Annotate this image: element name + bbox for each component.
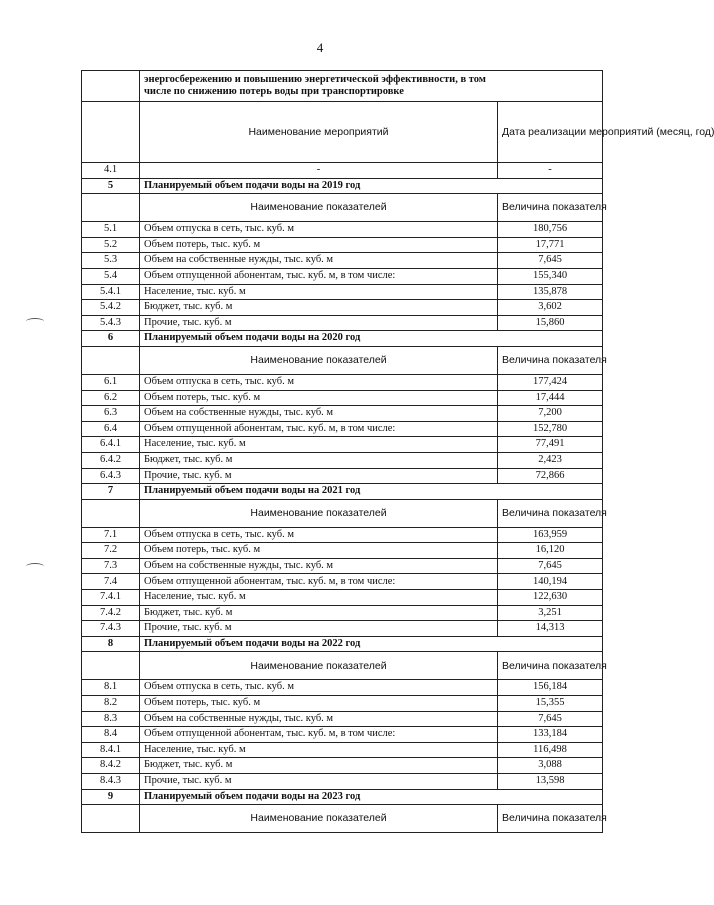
table-row bbox=[82, 284, 603, 300]
row-value: 7,645 bbox=[498, 711, 603, 727]
row-name: Население, тыс. куб. м bbox=[140, 437, 498, 453]
row-number: 7.4 bbox=[82, 574, 140, 590]
section-title-row bbox=[82, 789, 603, 805]
value-column-header: Величина показателя bbox=[498, 194, 603, 222]
row-number: 7.1 bbox=[82, 527, 140, 543]
row-number: 5.1 bbox=[82, 222, 140, 238]
row-name: Прочие, тыс. куб. м bbox=[140, 315, 498, 331]
row-value: 13,598 bbox=[498, 774, 603, 790]
row-name: - bbox=[140, 163, 498, 179]
table-row bbox=[82, 574, 603, 590]
row-name: Объем отпуска в сеть, тыс. куб. м bbox=[140, 680, 498, 696]
table-row bbox=[82, 711, 603, 727]
row-value: 3,088 bbox=[498, 758, 603, 774]
row-name: Прочие, тыс. куб. м bbox=[140, 774, 498, 790]
table-body bbox=[82, 71, 714, 833]
indicators-column-header: Наименование показателей bbox=[140, 499, 498, 527]
row-number: 8.4.1 bbox=[82, 742, 140, 758]
row-name: Объем потерь, тыс. куб. м bbox=[140, 237, 498, 253]
table-row bbox=[82, 163, 603, 179]
table-row bbox=[82, 558, 603, 574]
table-row bbox=[82, 543, 603, 559]
cell-empty bbox=[82, 346, 140, 374]
row-number: 5.4.1 bbox=[82, 284, 140, 300]
row-value: 16,120 bbox=[498, 543, 603, 559]
row-number: 7.2 bbox=[82, 543, 140, 559]
indicators-column-header: Наименование показателей bbox=[140, 194, 498, 222]
row-number: 7.4.1 bbox=[82, 590, 140, 606]
row-value: 163,959 bbox=[498, 527, 603, 543]
table-row bbox=[82, 300, 603, 316]
row-name: Объем на собственные нужды, тыс. куб. м bbox=[140, 558, 498, 574]
row-name: Объем потерь, тыс. куб. м bbox=[140, 543, 498, 559]
row-name: Объем отпуска в сеть, тыс. куб. м bbox=[140, 374, 498, 390]
table-row bbox=[82, 727, 603, 743]
row-name: Прочие, тыс. куб. м bbox=[140, 621, 498, 637]
table-row bbox=[82, 590, 603, 606]
row-number: 5.4 bbox=[82, 268, 140, 284]
row-name: Объем отпущенной абонентам, тыс. куб. м, в том числе: bbox=[140, 421, 498, 437]
table-row bbox=[82, 406, 603, 422]
row-number: 8.4 bbox=[82, 727, 140, 743]
row-value: 133,184 bbox=[498, 727, 603, 743]
table-row bbox=[82, 742, 603, 758]
row-value: 122,630 bbox=[498, 590, 603, 606]
row-number: 8.3 bbox=[82, 711, 140, 727]
row-name: Объем потерь, тыс. куб. м bbox=[140, 390, 498, 406]
row-value: 3,602 bbox=[498, 300, 603, 316]
row-number: 6.4.1 bbox=[82, 437, 140, 453]
cell-empty bbox=[82, 102, 140, 163]
row-number: 6.1 bbox=[82, 374, 140, 390]
table-row bbox=[82, 253, 603, 269]
measures-column-header: Наименование мероприятий bbox=[140, 102, 498, 163]
row-value: 140,194 bbox=[498, 574, 603, 590]
row-value: 14,313 bbox=[498, 621, 603, 637]
row-number: 5.2 bbox=[82, 237, 140, 253]
row-name: Объем отпущенной абонентам, тыс. куб. м, в том числе: bbox=[140, 268, 498, 284]
section-4-title-row bbox=[82, 71, 603, 102]
cell-empty bbox=[82, 499, 140, 527]
row-number: 6.4.3 bbox=[82, 468, 140, 484]
section-number: 6 bbox=[82, 331, 140, 347]
table-row bbox=[82, 680, 603, 696]
row-value: 2,423 bbox=[498, 452, 603, 468]
row-value: 116,498 bbox=[498, 742, 603, 758]
table-row bbox=[82, 390, 603, 406]
section-header-row bbox=[82, 652, 603, 680]
table-row bbox=[82, 774, 603, 790]
row-value: 135,878 bbox=[498, 284, 603, 300]
table-row bbox=[82, 237, 603, 253]
row-value: 152,780 bbox=[498, 421, 603, 437]
row-number: 8.4.2 bbox=[82, 758, 140, 774]
row-name: Бюджет, тыс. куб. м bbox=[140, 452, 498, 468]
section-title-row bbox=[82, 331, 603, 347]
row-value: 155,340 bbox=[498, 268, 603, 284]
indicators-column-header: Наименование показателей bbox=[140, 652, 498, 680]
row-number: 8.2 bbox=[82, 696, 140, 712]
row-number: 6.2 bbox=[82, 390, 140, 406]
row-name: Бюджет, тыс. куб. м bbox=[140, 605, 498, 621]
table-row bbox=[82, 421, 603, 437]
row-name: Объем отпуска в сеть, тыс. куб. м bbox=[140, 527, 498, 543]
section-header-row bbox=[82, 499, 603, 527]
row-value: 3,251 bbox=[498, 605, 603, 621]
row-number: 5.3 bbox=[82, 253, 140, 269]
section-title-row bbox=[82, 636, 603, 652]
row-value: 177,424 bbox=[498, 374, 603, 390]
row-name: Объем на собственные нужды, тыс. куб. м bbox=[140, 711, 498, 727]
table-row bbox=[82, 758, 603, 774]
row-number: 8.1 bbox=[82, 680, 140, 696]
row-name: Бюджет, тыс. куб. м bbox=[140, 758, 498, 774]
indicators-column-header: Наименование показателей bbox=[140, 346, 498, 374]
date-column-header: Дата реализации мероприятий (месяц, год) bbox=[498, 102, 603, 163]
table-row bbox=[82, 527, 603, 543]
section-4-title-line1: энергосбережению и повышению энергетической эффективности, в том bbox=[144, 73, 486, 85]
row-number: 5.4.2 bbox=[82, 300, 140, 316]
table-row bbox=[82, 374, 603, 390]
value-column-header: Величина показателя bbox=[498, 652, 603, 680]
table-row bbox=[82, 437, 603, 453]
margin-mark bbox=[26, 318, 44, 325]
row-name: Объем на собственные нужды, тыс. куб. м bbox=[140, 253, 498, 269]
row-value: 7,645 bbox=[498, 558, 603, 574]
row-name: Объем отпущенной абонентам, тыс. куб. м, в том числе: bbox=[140, 727, 498, 743]
row-value: - bbox=[498, 163, 603, 179]
row-value: 7,645 bbox=[498, 253, 603, 269]
row-value: 15,355 bbox=[498, 696, 603, 712]
water-supply-table bbox=[81, 70, 714, 833]
value-column-header: Величина показателя bbox=[498, 499, 603, 527]
row-value: 15,860 bbox=[498, 315, 603, 331]
margin-mark bbox=[26, 563, 44, 570]
section-title: Планируемый объем подачи воды на 2022 год bbox=[140, 636, 603, 652]
section-title-row bbox=[82, 178, 603, 194]
row-number: 8.4.3 bbox=[82, 774, 140, 790]
row-name: Объем отпуска в сеть, тыс. куб. м bbox=[140, 222, 498, 238]
section-title-row bbox=[82, 484, 603, 500]
row-name: Население, тыс. куб. м bbox=[140, 742, 498, 758]
section-number: 8 bbox=[82, 636, 140, 652]
section-number: 5 bbox=[82, 178, 140, 194]
table-row bbox=[82, 605, 603, 621]
row-number: 7.3 bbox=[82, 558, 140, 574]
section-4-header-row bbox=[82, 102, 603, 163]
section-number: 7 bbox=[82, 484, 140, 500]
cell-empty bbox=[82, 71, 140, 102]
section-title: Планируемый объем подачи воды на 2020 год bbox=[140, 331, 603, 347]
cell-empty bbox=[82, 194, 140, 222]
value-column-header: Величина показателя bbox=[498, 805, 603, 833]
section-header-row bbox=[82, 805, 603, 833]
row-number: 6.3 bbox=[82, 406, 140, 422]
section-title: Планируемый объем подачи воды на 2019 год bbox=[140, 178, 603, 194]
row-name: Объем потерь, тыс. куб. м bbox=[140, 696, 498, 712]
row-value: 72,866 bbox=[498, 468, 603, 484]
row-name: Бюджет, тыс. куб. м bbox=[140, 300, 498, 316]
cell-empty bbox=[82, 805, 140, 833]
indicators-column-header: Наименование показателей bbox=[140, 805, 498, 833]
value-column-header: Величина показателя bbox=[498, 346, 603, 374]
row-name: Объем отпущенной абонентам, тыс. куб. м, в том числе: bbox=[140, 574, 498, 590]
row-value: 180,756 bbox=[498, 222, 603, 238]
row-number: 6.4.2 bbox=[82, 452, 140, 468]
row-number: 6.4 bbox=[82, 421, 140, 437]
row-number: 5.4.3 bbox=[82, 315, 140, 331]
row-number: 4.1 bbox=[82, 163, 140, 179]
section-title: Планируемый объем подачи воды на 2023 год bbox=[140, 789, 603, 805]
row-value: 156,184 bbox=[498, 680, 603, 696]
row-value: 77,491 bbox=[498, 437, 603, 453]
page-number: 4 bbox=[316, 40, 324, 55]
row-name: Население, тыс. куб. м bbox=[140, 284, 498, 300]
table-row bbox=[82, 222, 603, 238]
table-row bbox=[82, 621, 603, 637]
section-number: 9 bbox=[82, 789, 140, 805]
table-row bbox=[82, 268, 603, 284]
row-number: 7.4.3 bbox=[82, 621, 140, 637]
row-value: 7,200 bbox=[498, 406, 603, 422]
row-name: Население, тыс. куб. м bbox=[140, 590, 498, 606]
row-name: Прочие, тыс. куб. м bbox=[140, 468, 498, 484]
row-number: 7.4.2 bbox=[82, 605, 140, 621]
row-name: Объем на собственные нужды, тыс. куб. м bbox=[140, 406, 498, 422]
section-header-row bbox=[82, 346, 603, 374]
table-row bbox=[82, 468, 603, 484]
cell-empty bbox=[82, 652, 140, 680]
section-4-title bbox=[140, 71, 603, 102]
row-value: 17,444 bbox=[498, 390, 603, 406]
section-header-row bbox=[82, 194, 603, 222]
table-row bbox=[82, 452, 603, 468]
row-value: 17,771 bbox=[498, 237, 603, 253]
table-row bbox=[82, 315, 603, 331]
section-title: Планируемый объем подачи воды на 2021 год bbox=[140, 484, 603, 500]
section-4-title-line2: числе по снижению потерь воды при транспортировке bbox=[144, 86, 404, 97]
table-row bbox=[82, 696, 603, 712]
